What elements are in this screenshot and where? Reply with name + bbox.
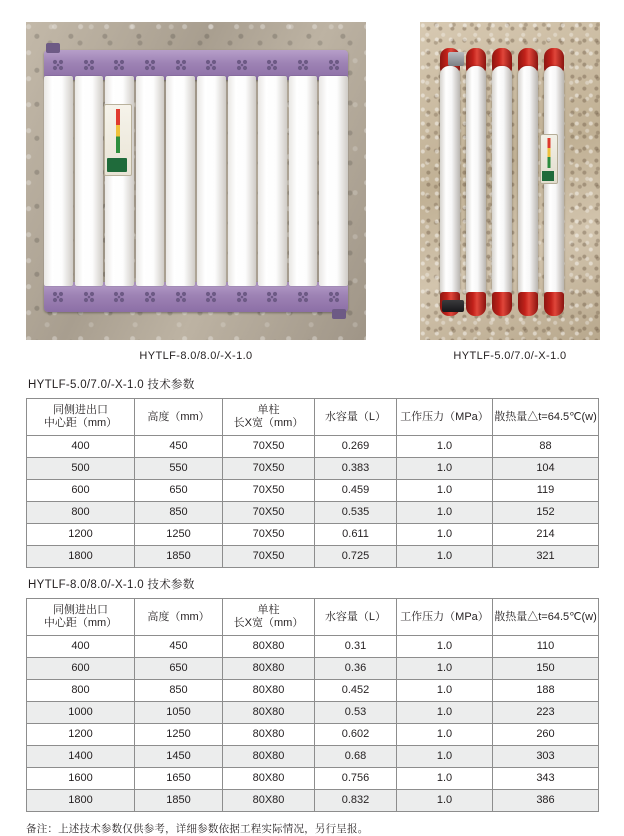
valve-icon-bottom: [442, 300, 464, 312]
radiator-fin: [197, 76, 226, 286]
radiator-photo-left: [26, 22, 366, 340]
table-cell: 104: [493, 458, 599, 480]
spec-section-2: [26, 576, 598, 812]
table-cell: 400: [27, 636, 135, 658]
tube-body: [492, 66, 512, 298]
table-cell: 321: [493, 546, 599, 568]
radiator-fin: [75, 76, 104, 286]
radiator-fin: [228, 76, 257, 286]
table-cell: 800: [27, 680, 135, 702]
table-cell: 650: [135, 480, 223, 502]
outlet-pipe-icon: [332, 309, 346, 319]
table-header-row: [27, 599, 599, 636]
table-header-cell: [223, 599, 315, 636]
radiator-fin: [44, 76, 73, 286]
header-line-1: 单柱: [257, 404, 280, 417]
tube-body: [518, 66, 538, 298]
header-line-1: 工作压力（MPa）: [400, 610, 489, 623]
table-row: [27, 746, 599, 768]
radiator-left-fin-row: [44, 76, 348, 286]
table-cell: 1.0: [397, 746, 493, 768]
table-row: [27, 480, 599, 502]
table-row: [27, 680, 599, 702]
table-cell: 80X80: [223, 746, 315, 768]
table-cell: 850: [135, 680, 223, 702]
table-cell: 1850: [135, 790, 223, 812]
table-cell: 80X80: [223, 724, 315, 746]
table-cell: 88: [493, 436, 599, 458]
radiator-left-bottom-header: [44, 282, 348, 312]
header-line-1: 散热量△t=64.5℃(w): [494, 410, 597, 423]
spec-table-title-1: HYTLF-5.0/7.0/-X-1.0 技术参数: [28, 379, 195, 391]
sticker-logo: [107, 158, 127, 172]
radiator-fin: [166, 76, 195, 286]
tube-cap-bottom: [518, 292, 538, 316]
table-cell: 0.383: [315, 458, 397, 480]
table-cell: 1250: [135, 524, 223, 546]
radiator-fin: [289, 76, 318, 286]
table-cell: 110: [493, 636, 599, 658]
photo-block-left: [26, 22, 366, 362]
header-line-1: 同侧进出口: [53, 404, 108, 417]
header-line-2: 长X宽（mm）: [233, 617, 304, 629]
table-cell: 0.725: [315, 546, 397, 568]
header-line-1: 高度（mm）: [147, 410, 210, 423]
tube-cap-bottom: [544, 292, 564, 316]
radiator-tube: [518, 48, 538, 316]
tube-body: [466, 66, 486, 298]
table-cell: 80X80: [223, 790, 315, 812]
table-cell: 1050: [135, 702, 223, 724]
header-line-2: 中心距（mm）: [43, 417, 118, 429]
tube-cap-bottom: [466, 292, 486, 316]
table-cell: 386: [493, 790, 599, 812]
table-row: [27, 436, 599, 458]
table-row: [27, 524, 599, 546]
table-row: [27, 458, 599, 480]
table-header-row: [27, 399, 599, 436]
valve-icon-top: [448, 52, 464, 66]
table-cell: 1200: [27, 524, 135, 546]
product-sticker: [104, 104, 132, 176]
table-cell: 0.36: [315, 658, 397, 680]
radiator-tube: [492, 48, 512, 316]
table-cell: 1850: [135, 546, 223, 568]
table-cell: 0.832: [315, 790, 397, 812]
table-cell: 500: [27, 458, 135, 480]
footnote: 备注：上述技术参数仅供参考，详细参数依据工程实际情况，另行呈报。: [26, 823, 369, 835]
table-header-cell: [27, 599, 135, 636]
product-photo-area: [0, 0, 624, 368]
table-cell: 1.0: [397, 658, 493, 680]
table-cell: 1.0: [397, 636, 493, 658]
table-cell: 0.269: [315, 436, 397, 458]
table-cell: 1.0: [397, 436, 493, 458]
table-cell: 70X50: [223, 502, 315, 524]
table-cell: 1.0: [397, 502, 493, 524]
header-line-1: 高度（mm）: [147, 610, 210, 623]
table-row: [27, 724, 599, 746]
table-header-cell: [315, 599, 397, 636]
sticker-color-bar: [548, 138, 551, 168]
sticker-logo: [542, 171, 554, 181]
table-header-cell: [27, 399, 135, 436]
table-cell: 1650: [135, 768, 223, 790]
radiator-right-body: [440, 48, 568, 316]
table-cell: 1.0: [397, 724, 493, 746]
header-line-1: 工作压力（MPa）: [400, 410, 489, 423]
radiator-tube: [466, 48, 486, 316]
header-line-1: 散热量△t=64.5℃(w): [494, 610, 597, 623]
spec-section-1: [26, 376, 598, 568]
table-cell: 1.0: [397, 768, 493, 790]
radiator-photo-right: [420, 22, 600, 340]
table-row: [27, 702, 599, 724]
radiator-tube: [440, 48, 460, 316]
table-cell: 1.0: [397, 458, 493, 480]
photo-caption-right: HYTLF-5.0/7.0/-X-1.0: [453, 350, 567, 362]
table-cell: 600: [27, 658, 135, 680]
photo-block-right: [420, 22, 600, 362]
table-cell: 70X50: [223, 458, 315, 480]
table-cell: 214: [493, 524, 599, 546]
table-cell: 70X50: [223, 436, 315, 458]
tube-body: [440, 66, 460, 298]
table-row: [27, 658, 599, 680]
table-cell: 70X50: [223, 524, 315, 546]
table-cell: 850: [135, 502, 223, 524]
table-cell: 80X80: [223, 768, 315, 790]
table-cell: 1600: [27, 768, 135, 790]
table-cell: 0.611: [315, 524, 397, 546]
header-line-2: 长X宽（mm）: [233, 417, 304, 429]
table-row: [27, 546, 599, 568]
table-cell: 1800: [27, 790, 135, 812]
table-row: [27, 768, 599, 790]
header-line-1: 同侧进出口: [53, 604, 108, 617]
spec-table-title-2: HYTLF-8.0/8.0/-X-1.0 技术参数: [28, 579, 195, 591]
table-cell: 150: [493, 658, 599, 680]
table-cell: 1.0: [397, 680, 493, 702]
table-header-cell: [493, 599, 599, 636]
spec-table-1: [26, 398, 599, 568]
table-header-cell: [397, 399, 493, 436]
table-cell: 0.459: [315, 480, 397, 502]
table-cell: 1200: [27, 724, 135, 746]
table-cell: 1.0: [397, 524, 493, 546]
table-cell: 800: [27, 502, 135, 524]
table-cell: 223: [493, 702, 599, 724]
spec-table-2: [26, 598, 599, 812]
table-cell: 119: [493, 480, 599, 502]
radiator-left-body: [44, 50, 348, 312]
table-cell: 0.53: [315, 702, 397, 724]
table-cell: 600: [27, 480, 135, 502]
radiator-fin: [258, 76, 287, 286]
table-header-cell: [135, 399, 223, 436]
table-cell: 0.602: [315, 724, 397, 746]
product-sticker: [540, 134, 558, 184]
table-header-cell: [135, 599, 223, 636]
table-header-cell: [223, 399, 315, 436]
table-cell: 1800: [27, 546, 135, 568]
table-cell: 650: [135, 658, 223, 680]
table-cell: 1250: [135, 724, 223, 746]
table-cell: 450: [135, 436, 223, 458]
table-header-cell: [315, 399, 397, 436]
radiator-fin: [136, 76, 165, 286]
header-line-1: 单柱: [257, 604, 280, 617]
table-cell: 1.0: [397, 546, 493, 568]
table-cell: 0.452: [315, 680, 397, 702]
tube-cap-bottom: [492, 292, 512, 316]
table-cell: 303: [493, 746, 599, 768]
header-line-1: 水容量（L）: [324, 410, 387, 423]
table-cell: 450: [135, 636, 223, 658]
table-cell: 0.31: [315, 636, 397, 658]
table-cell: 550: [135, 458, 223, 480]
table-cell: 188: [493, 680, 599, 702]
table-cell: 1400: [27, 746, 135, 768]
table-cell: 80X80: [223, 680, 315, 702]
table-cell: 0.535: [315, 502, 397, 524]
table-cell: 80X80: [223, 636, 315, 658]
table-cell: 1.0: [397, 702, 493, 724]
table-cell: 1.0: [397, 480, 493, 502]
header-line-1: 水容量（L）: [324, 610, 387, 623]
table-cell: 1000: [27, 702, 135, 724]
table-row: [27, 502, 599, 524]
photo-caption-left: HYTLF-8.0/8.0/-X-1.0: [139, 350, 253, 362]
table-cell: 80X80: [223, 702, 315, 724]
table-cell: 260: [493, 724, 599, 746]
table-cell: 343: [493, 768, 599, 790]
table-row: [27, 636, 599, 658]
table-cell: 80X80: [223, 658, 315, 680]
table-cell: 0.756: [315, 768, 397, 790]
radiator-fin: [319, 76, 348, 286]
table-cell: 70X50: [223, 546, 315, 568]
inlet-pipe-icon: [46, 43, 60, 53]
table-cell: 400: [27, 436, 135, 458]
table-cell: 152: [493, 502, 599, 524]
table-header-cell: [493, 399, 599, 436]
table-header-cell: [397, 599, 493, 636]
table-cell: 70X50: [223, 480, 315, 502]
table-cell: 1.0: [397, 790, 493, 812]
sticker-color-bar: [116, 109, 120, 153]
table-cell: 1450: [135, 746, 223, 768]
table-row: [27, 790, 599, 812]
header-line-2: 中心距（mm）: [43, 617, 118, 629]
table-cell: 0.68: [315, 746, 397, 768]
